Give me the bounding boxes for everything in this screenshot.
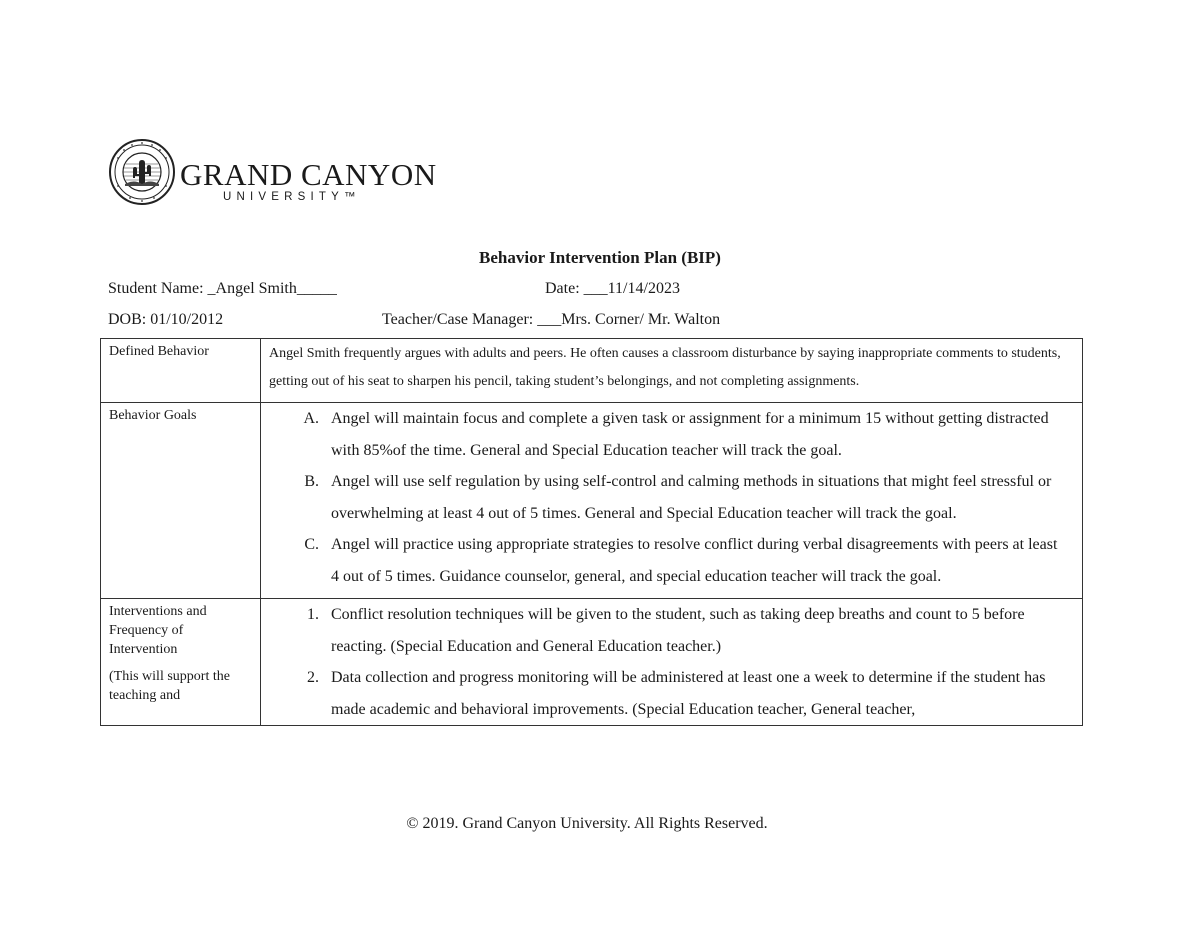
defined-behavior-label: Defined Behavior (101, 339, 261, 403)
bip-table (100, 338, 1083, 726)
goal-item-c: C. Angel will practice using appropriate strategies to resolve conflict during verbal disagreements with peers at least 4 out of 5 times. Guidance counselor, general, and special education teacher will track the goal. (323, 529, 1064, 592)
interventions-list (261, 599, 1082, 725)
teacher-field: Teacher/Case Manager: ___Mrs. Corner/ Mr. Walton (382, 311, 721, 328)
interventions-label: Interventions and Frequency of Intervention (109, 604, 207, 657)
logo-wordmark: GRAND CANYON (180, 157, 437, 192)
intervention-item-2: 2. Data collection and progress monitoring will be administered at least one a week to determine if the student has made academic and behavioral improvements. (Special Education teacher, General teacher, (323, 662, 1064, 725)
defined-behavior-text: Angel Smith frequently argues with adults and peers. He often causes a classroom disturbance by saying inappropriate comments to students, getting out of his seat to sharpen his pencil, taking student’s belongings, and not completing assignments. (269, 346, 1061, 389)
student-name-field: Student Name: _Angel Smith_____ (108, 280, 337, 297)
defined-behavior-row (101, 339, 1083, 403)
goal-item-a: A. Angel will maintain focus and complete a given task or assignment for a minimum 15 without getting distracted with 85%of the time. General and Special Education teacher will track the goal. (323, 403, 1064, 466)
dob-field: DOB: 01/10/2012 (108, 311, 224, 328)
behavior-goals-list (261, 403, 1082, 598)
interventions-row (101, 599, 1083, 726)
goal-item-b: B. Angel will use self regulation by using self-control and calming methods in situations that might feel stressful or overwhelming at least 4 out of 5 times. General and Special Education teacher will track the goal. (323, 466, 1064, 529)
date-field: Date: ___11/14/2023 (545, 280, 680, 297)
behavior-goals-label: Behavior Goals (101, 403, 261, 599)
interventions-note: (This will support the teaching and (109, 669, 230, 703)
university-seal-icon (108, 138, 176, 206)
copyright-footer: © 2019. Grand Canyon University. All Rights Reserved. (406, 815, 768, 832)
logo-subtitle: UNIVERSITY™ (223, 191, 361, 203)
document-title: Behavior Intervention Plan (BIP) (479, 248, 721, 267)
intervention-item-1: 1. Conflict resolution techniques will be given to the student, such as taking deep breaths and count to 5 before reacting. (Special Education and General Education teacher.) (323, 599, 1064, 662)
university-logo (108, 138, 437, 208)
behavior-goals-row (101, 403, 1083, 599)
